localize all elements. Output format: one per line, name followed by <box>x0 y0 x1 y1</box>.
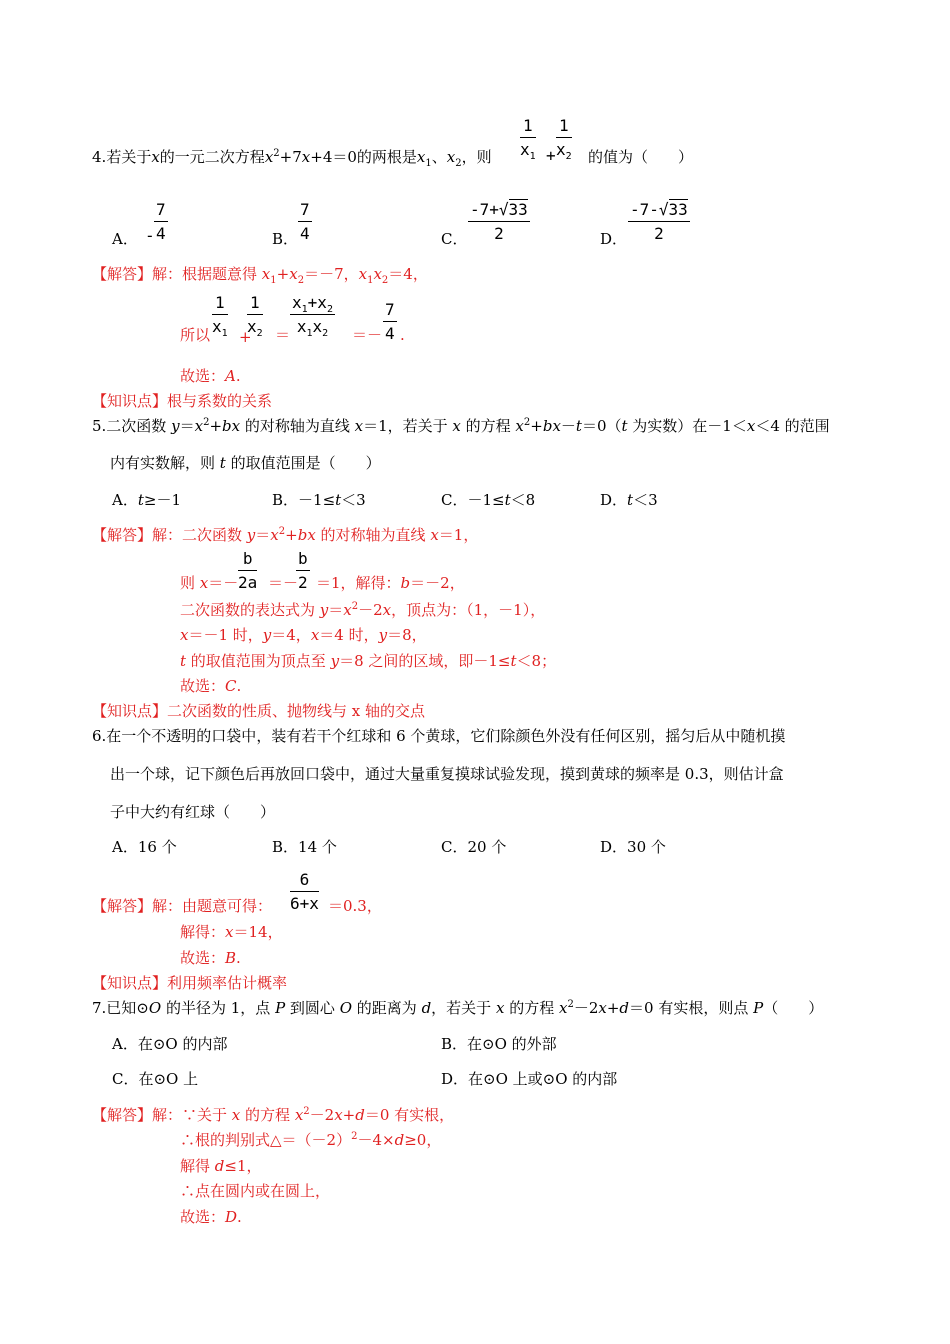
q7-line-1: 7.已知⊙O 的半径为 1，点 P 到圆心 O 的距离为 d，若关于 x 的方程 $x^2-2x+d=0$ 有实根，则点 P（ ） <box>92 999 824 1017</box>
q6-option-a: A．16 个 <box>112 838 177 856</box>
q7-option-d: D．在⊙O 上或⊙O 的内部 <box>441 1070 618 1088</box>
a4-knowledge: 【知识点】根与系数的关系 <box>92 392 273 410</box>
q5-line-2: 内有实数解，则 t 的取值范围是（ ） <box>110 454 381 472</box>
a5-frac-1: $\frac{b}{2a}$ <box>238 549 258 592</box>
q6-option-b: B．14 个 <box>272 838 337 856</box>
a6-line-2: 解得：x＝14， <box>180 923 283 941</box>
a5-line-3: 二次函数的表达式为 $y=x^2-2x$，顶点为：（1，－1）， <box>180 601 546 619</box>
a5-line-2a: 则 x＝－ <box>180 574 239 592</box>
a5-line-1: 【解答】解：二次函数 $y=x^2+bx$ 的对称轴为直线 x＝1， <box>92 526 479 544</box>
a7-line-4: ∴点在圆内或在圆上， <box>180 1182 331 1200</box>
a6-knowledge: 【知识点】利用频率估计概率 <box>92 974 288 992</box>
q5-option-b: B．－1≤t＜3 <box>272 491 366 509</box>
q5-option-c: C．－1≤t＜8 <box>441 491 536 509</box>
q6-line-1: 6.在一个不透明的口袋中，装有若干个红球和 6 个黄球，它们除颜色外没有任何区别，摇匀后从中随机摸 <box>92 727 786 745</box>
a4-line-1: 【解答】解：根据题意得 $x_1+x_2=-7$，$x_1x_2=4$， <box>92 265 428 286</box>
q4-option-c-frac: $\frac{-7+√33}{2}$ <box>470 200 528 243</box>
q4-option-b-frac: $\frac{7}{4}$ <box>300 200 310 243</box>
a5-frac-2: $\frac{b}{2}$ <box>298 549 308 592</box>
q4-stem: 4.若关于x的一元二次方程$x^2+7x+4=0$的两根是$x_1$、$x_2$，则 <box>92 148 492 169</box>
q6-line-2: 出一个球，记下颜色后再放回口袋中，通过大量重复摸球试验发现，摸到黄球的频率是 0.3，则估计盒 <box>110 765 784 783</box>
a7-line-1: 【解答】解：∵关于 x 的方程 $x^2-2x+d=0$ 有实根， <box>92 1106 455 1124</box>
a4-line-3: 故选：A. <box>180 367 241 385</box>
a4-frac-2: $\frac{1}{x_2}$ <box>247 293 263 340</box>
a6-line-1-end: ＝0.3， <box>328 897 382 915</box>
a7-line-5: 故选：D. <box>180 1208 242 1226</box>
q4-option-a-frac: $\frac{7}{4}$ <box>156 200 166 243</box>
a5-line-6: 故选：C. <box>180 677 242 695</box>
a5-line-4: x＝－1 时，y＝4，x＝4 时，y＝8， <box>180 626 427 644</box>
a7-line-2: ∴根的判别式$\triangle=(-2)^2-4\times d\ge 0$， <box>180 1131 442 1149</box>
q6-line-3: 子中大约有红球（ ） <box>110 803 276 821</box>
a6-line-1: 【解答】解：由题意可得： <box>92 897 273 915</box>
q5-option-a: A．t≥－1 <box>112 491 181 509</box>
a5-line-5: t 的取值范围为顶点至 y＝8 之间的区域，即－1≤t＜8； <box>180 652 557 670</box>
q5-line-1: 5.二次函数 $y=x^2+bx$ 的对称轴为直线 x＝1，若关于 x 的方程 $x^2+bx-t=0(t$ 为实数）在－1＜x＜4 的范围 <box>92 417 830 435</box>
q5-option-d: D．t＜3 <box>600 491 658 509</box>
q6-option-c: C．20 个 <box>441 838 507 856</box>
a4-line-2: 所以 <box>180 326 211 344</box>
a4-plus: + <box>239 328 252 346</box>
q4-expr-fraction-2: $\frac{1}{x_2}$ <box>556 116 572 163</box>
a7-line-3: 解得 d≤1， <box>180 1157 262 1175</box>
a6-frac: $\frac{6}{6+x}$ <box>290 870 319 913</box>
q4-plus-sign: + <box>546 146 556 165</box>
a5-line-2b: ＝－ <box>268 574 299 592</box>
a4-eq-1: ＝ <box>275 326 291 344</box>
a4-period: . <box>400 326 405 344</box>
q4-option-a: A． <box>112 230 138 248</box>
a4-frac-3: $\frac{x_1+x_2}{x_1x_2}$ <box>292 293 333 340</box>
a4-eq-2: ＝－ <box>352 326 383 344</box>
q4-option-c: C． <box>441 230 468 248</box>
a4-frac-4: $\frac{7}{4}$ <box>385 300 395 343</box>
q4-stem-end: 的值为（ ） <box>588 148 694 166</box>
q4-option-a-sign: - <box>145 226 155 245</box>
a5-line-2c: ＝1，解得：b＝－2， <box>316 574 465 592</box>
q4-expr-fraction-1: $\frac{1}{x_1}$ <box>520 116 536 163</box>
q6-option-d: D．30 个 <box>600 838 666 856</box>
a4-frac-1: $\frac{1}{x_1}$ <box>212 293 228 340</box>
q4-option-d-frac: $\frac{-7-√33}{2}$ <box>630 200 688 243</box>
a5-knowledge: 【知识点】二次函数的性质、抛物线与 x 轴的交点 <box>92 702 426 720</box>
q7-option-a: A．在⊙O 的内部 <box>112 1035 228 1053</box>
q4-option-b: B． <box>272 230 299 248</box>
q7-option-b: B．在⊙O 的外部 <box>441 1035 557 1053</box>
q7-option-c: C．在⊙O 上 <box>112 1070 199 1088</box>
q4-option-d: D． <box>600 230 628 248</box>
a6-line-3: 故选：B. <box>180 949 241 967</box>
